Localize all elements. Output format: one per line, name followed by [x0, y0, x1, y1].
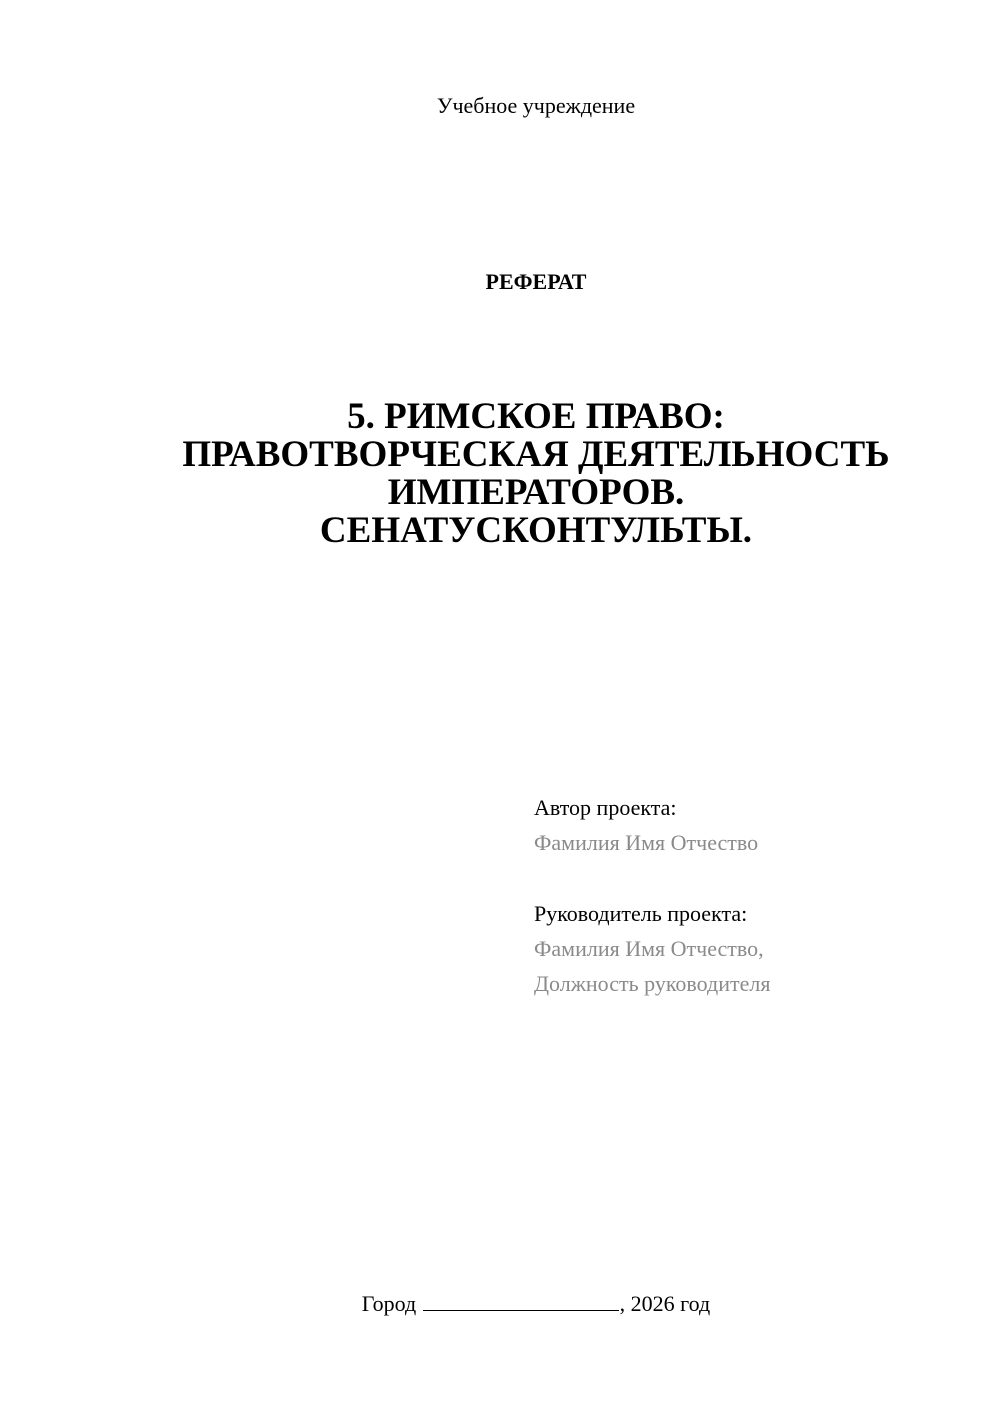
- supervisor-position: Должность руководителя: [534, 971, 771, 996]
- supervisor-label: Руководитель проекта:: [534, 901, 748, 926]
- document-title: [0, 398, 1000, 550]
- info-spacer: [534, 860, 974, 896]
- project-info-block: [534, 790, 974, 1001]
- institution-name: Учебное учреждение: [436, 93, 636, 118]
- year-text: , 2026 год: [619, 1291, 711, 1316]
- author-label: Автор проекта:: [534, 795, 677, 820]
- document-type: РЕФЕРАТ: [485, 269, 587, 294]
- footer-city-year: [0, 1290, 1000, 1318]
- title-line: ИМПЕРАТОРОВ.: [387, 472, 685, 513]
- title-line: 5. РИМСКОЕ ПРАВО:: [347, 396, 725, 437]
- city-label: Город: [361, 1291, 417, 1316]
- city-blank-line: [423, 1290, 619, 1311]
- title-line: ПРАВОТВОРЧЕСКАЯ ДЕЯТЕЛЬНОСТЬ: [182, 434, 890, 475]
- title-line: СЕНАТУСКОНТУЛЬТЫ.: [319, 510, 753, 551]
- supervisor-name: Фамилия Имя Отчество,: [534, 936, 764, 961]
- author-name: Фамилия Имя Отчество: [534, 830, 759, 855]
